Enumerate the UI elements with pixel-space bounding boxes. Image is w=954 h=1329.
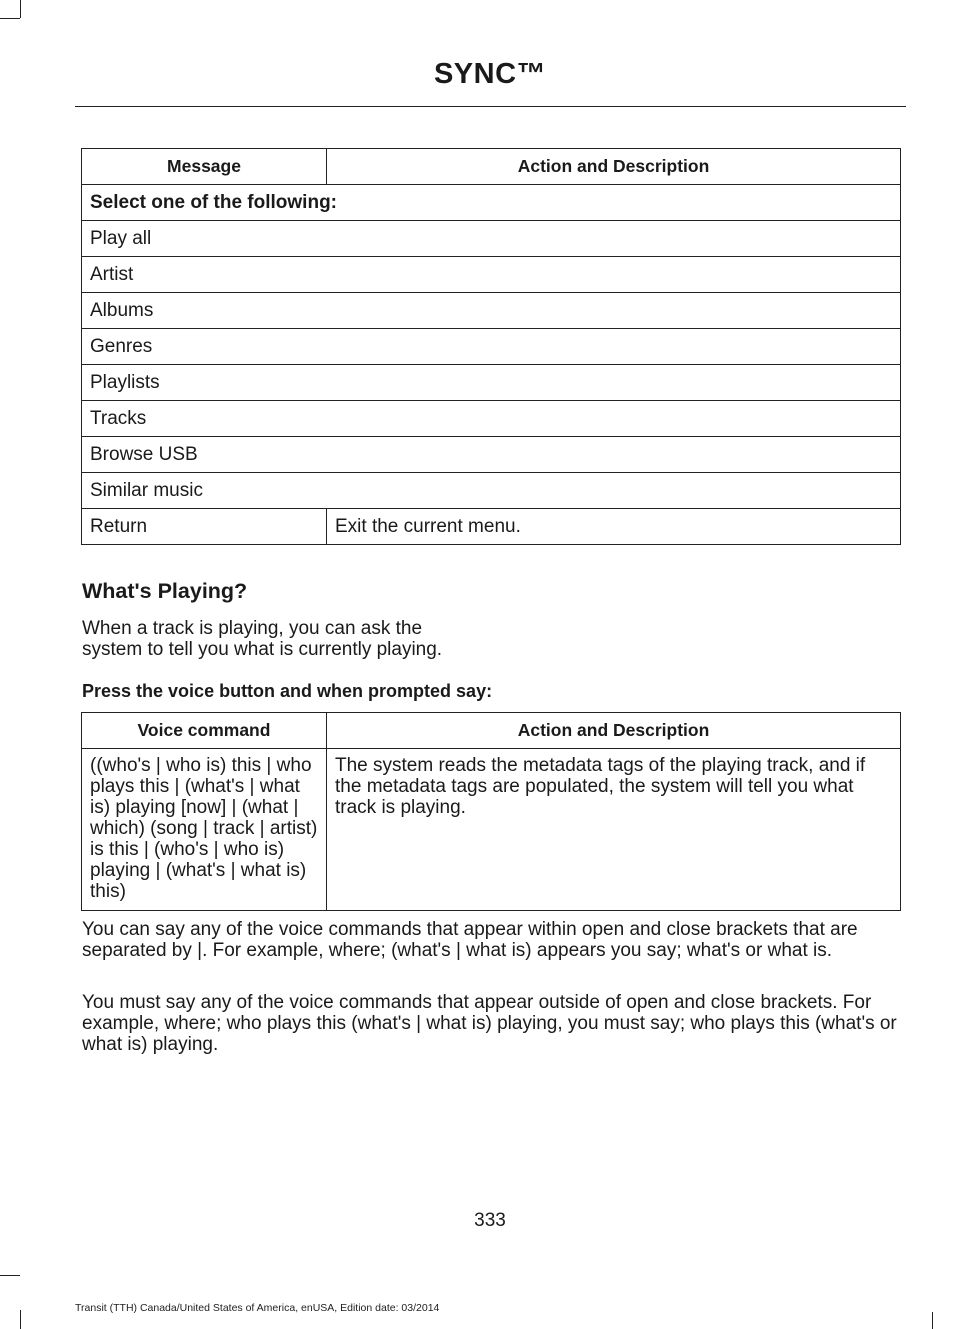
table-row bbox=[82, 509, 901, 545]
column-header-action: Action and Description bbox=[327, 149, 901, 185]
voice-command-cell: ((who's | who is) this | who plays this | (what's | what is) playing [now] | (what | which) (song | track | artist) is this | (who's | who is) playing | (what's | what is) this) bbox=[82, 749, 327, 911]
table-row bbox=[82, 221, 901, 257]
message-cell: Albums bbox=[82, 293, 901, 329]
table-header-row bbox=[82, 149, 901, 185]
column-header-action: Action and Description bbox=[327, 713, 901, 749]
header-divider bbox=[75, 106, 906, 107]
table-row bbox=[82, 293, 901, 329]
message-cell: Tracks bbox=[82, 401, 901, 437]
message-cell: Similar music bbox=[82, 473, 901, 509]
crop-mark bbox=[20, 0, 21, 18]
column-header-message: Message bbox=[82, 149, 327, 185]
table-row bbox=[82, 749, 901, 911]
action-cell: The system reads the metadata tags of the playing track, and if the metadata tags are populated, the system will tell you what track is playing. bbox=[327, 749, 901, 911]
note-paragraph: You can say any of the voice commands that appear within open and close brackets that are separated by |. For example, where; (what's | what is) appears you say; what's or what is. bbox=[82, 919, 858, 961]
action-cell: Exit the current menu. bbox=[327, 509, 901, 545]
voice-command-table bbox=[81, 712, 901, 911]
voice-prompt-instruction: Press the voice button and when prompted say: bbox=[82, 681, 493, 701]
page-number: 333 bbox=[474, 1210, 506, 1231]
table-row bbox=[82, 437, 901, 473]
note-paragraph: You must say any of the voice commands that appear outside of open and close brackets. For example, where; who plays this (what's | what is) playing, you must say; who plays this (what's or what is) playing. bbox=[82, 992, 897, 1055]
intro-paragraph: When a track is playing, you can ask the system to tell you what is currently playing. bbox=[82, 618, 443, 660]
message-cell: Playlists bbox=[82, 365, 901, 401]
section-label: Select one of the following: bbox=[82, 185, 901, 221]
crop-mark bbox=[0, 1275, 20, 1276]
message-cell: Genres bbox=[82, 329, 901, 365]
message-cell: Browse USB bbox=[82, 437, 901, 473]
table-row bbox=[82, 365, 901, 401]
message-cell: Artist bbox=[82, 257, 901, 293]
table-header-row bbox=[82, 713, 901, 749]
message-cell: Play all bbox=[82, 221, 901, 257]
crop-mark bbox=[932, 1312, 933, 1329]
page-title: SYNC™ bbox=[433, 58, 547, 90]
table-row bbox=[82, 257, 901, 293]
column-header-voice-command: Voice command bbox=[82, 713, 327, 749]
crop-mark bbox=[0, 18, 20, 19]
table-row bbox=[82, 329, 901, 365]
table-row bbox=[82, 185, 901, 221]
table-row bbox=[82, 401, 901, 437]
section-heading: What's Playing? bbox=[82, 579, 248, 603]
message-cell: Return bbox=[82, 509, 327, 545]
footer-edition: Transit (TTH) Canada/United States of America, enUSA, Edition date: 03/2014 bbox=[75, 1302, 440, 1314]
crop-mark bbox=[20, 1310, 21, 1329]
table-row bbox=[82, 473, 901, 509]
message-table bbox=[81, 148, 901, 545]
